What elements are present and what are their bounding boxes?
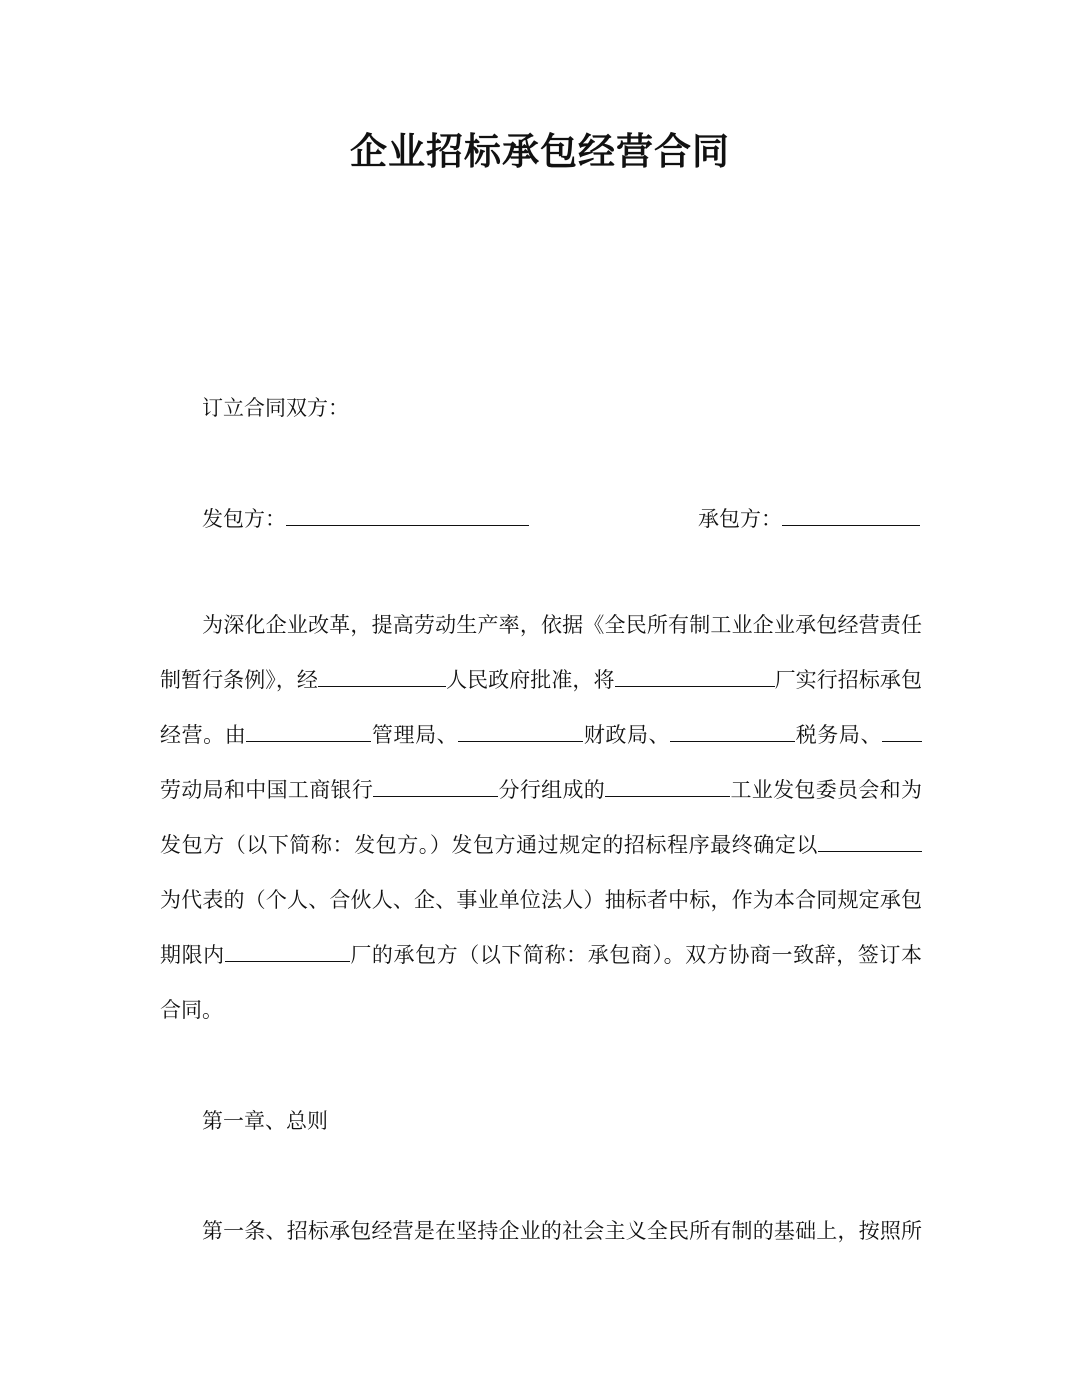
contractor-field	[698, 503, 920, 534]
parties-intro: 订立合同双方：	[202, 396, 349, 420]
employer-blank[interactable]	[286, 503, 529, 526]
government-blank[interactable]	[318, 664, 446, 687]
contractor-blank[interactable]	[782, 503, 920, 526]
committee-blank[interactable]	[605, 774, 730, 797]
contract-factory-blank[interactable]	[225, 939, 350, 962]
preamble-line-2: 制暂行条例》，经 人民政府批准，将 厂实行招标承包	[160, 653, 922, 708]
factory-blank[interactable]	[615, 664, 775, 687]
document-title: 企业招标承包经营合同	[350, 130, 730, 173]
preamble-line-1: 为深化企业改革，提高劳动生产率，依据《全民所有制工业企业承包经营责任	[202, 613, 922, 637]
preamble-line-6: 为代表的（个人、合伙人、企、事业单位法人）抽标者中标，作为本合同规定承包	[160, 888, 922, 912]
winner-blank[interactable]	[818, 829, 922, 852]
labor-blank[interactable]	[882, 719, 922, 742]
preamble-line-3: 经营。由 管理局、 财政局、 税务局、	[160, 708, 922, 763]
administration-blank[interactable]	[246, 719, 371, 742]
article-one: 第一条、招标承包经营是在坚持企业的社会主义全民所有制的基础上，按照所	[202, 1219, 922, 1243]
employer-label: 发包方：	[202, 507, 286, 531]
preamble-line-7: 期限内 厂的承包方（以下简称：承包商）。双方协商一致辞，签订本	[160, 928, 922, 983]
employer-field	[202, 503, 529, 534]
preamble-paragraph	[160, 598, 922, 1038]
tax-blank[interactable]	[670, 719, 795, 742]
finance-blank[interactable]	[458, 719, 583, 742]
chapter-one-heading: 第一章、总则	[202, 1109, 328, 1133]
preamble-line-8: 合同。	[160, 998, 223, 1022]
preamble-line-5: 发包方（以下简称：发包方。）发包方通过规定的招标程序最终确定以	[160, 818, 922, 873]
preamble-line-4: 劳动局和中国工商银行 分行组成的 工业发包委员会和为	[160, 763, 922, 818]
contractor-label: 承包方：	[698, 507, 782, 531]
bank-branch-blank[interactable]	[373, 774, 498, 797]
